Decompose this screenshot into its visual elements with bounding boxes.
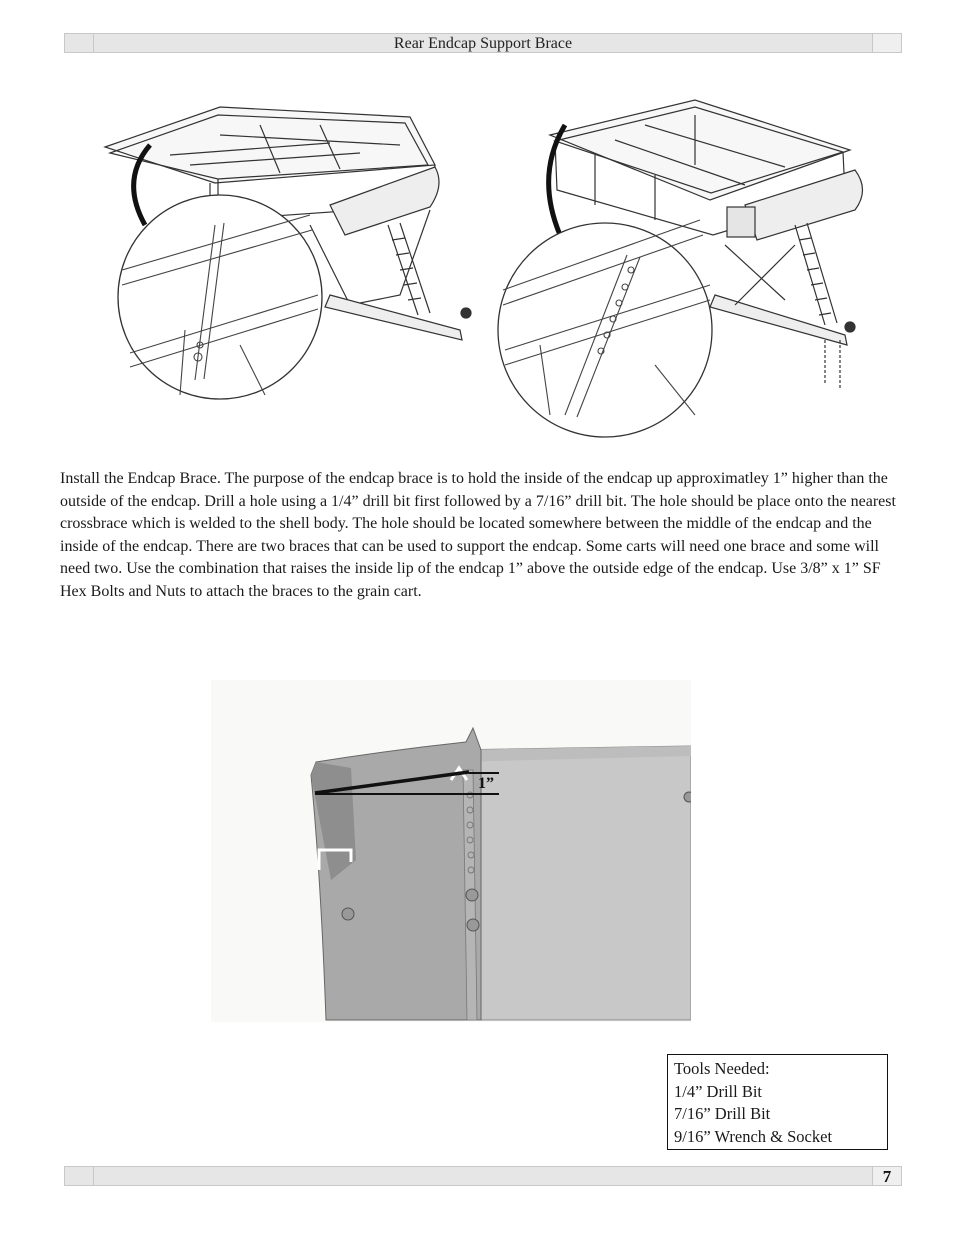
endcap-detail-illustration [211,680,691,1022]
footer-bar [64,1166,902,1186]
tools-heading: Tools Needed: [674,1059,770,1078]
instructions-paragraph: Install the Endcap Brace. The purpose of the endcap brace is to hold the inside of the endcap up approximatley 1” higher than the outside of the endcap. Drill a hole using a 1/4” drill bit first followed by a 7/16” drill bit. The hole should be place onto the nearest crossbrace which is welded to the shell body. The hole should be located somewhere between the middle of the endcap and the inside of the endcap. There are two braces that can be used to support the endcap. Some carts will need one brace and some will need two. Use the combination that raises the inside lip of the endcap 1” above the outside edge of the endcap. Use 3/8” x 1” SF Hex Bolts and Nuts to attach the braces to the grain cart. [60,470,896,600]
page-title: Rear Endcap Support Brace [393,35,573,52]
grain-cart-right-illustration [495,95,875,440]
tool-item: 7/16” Drill Bit [674,1104,771,1123]
header-bar [64,33,902,53]
grain-cart-left-illustration [100,95,480,405]
tools-needed-box [667,1054,888,1150]
page-number: 7 [882,1167,892,1186]
footer-bar-left-segment [65,1167,94,1185]
measurement-label: 1” [478,775,494,792]
tool-item: 1/4” Drill Bit [674,1081,762,1101]
tool-item: 9/16” Wrench & Socket [674,1126,833,1146]
